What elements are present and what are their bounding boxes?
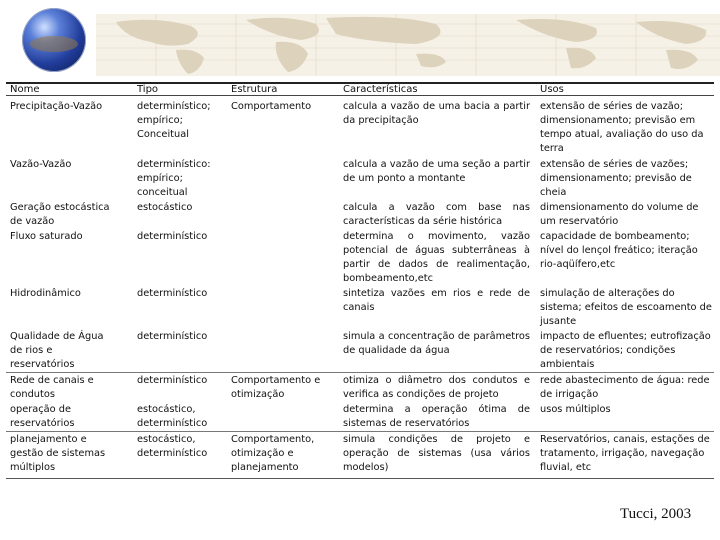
row-1-caracteristicas: calcula a vazão de uma seção a partir de um ponto a montante (343, 159, 530, 184)
row-3-usos: capacidade de bombeamento; nível do lençol freático; iteração rio-aqüífero,etc (540, 231, 698, 270)
row-8-nome: planejamento e gestão de sistemas múltiplos (10, 434, 106, 473)
header-estrutura: Estrutura (231, 84, 278, 95)
row-6-tipo: determinístico (137, 375, 208, 386)
row-7-tipo: estocástico, determinístico (137, 404, 208, 429)
row-2-nome: Geração estocástica de vazão (10, 202, 110, 227)
header-usos: Usos (540, 84, 564, 95)
row-1-nome: Vazão-Vazão (10, 159, 72, 170)
row-8-estrutura: Comportamento, otimização e planejamento (231, 434, 315, 473)
row-8-tipo: estocástico, determinístico (137, 434, 208, 459)
row-5-caracteristicas: simula a concentração de parâmetros de qualidade da água (343, 331, 530, 356)
row-4-usos: simulação de alterações do sistema; efeitos de escoamento de jusante (540, 288, 712, 327)
header-tipo: Tipo (137, 84, 159, 95)
row-7-caracteristicas: determina a operação ótima de sistemas de reservatórios (343, 404, 530, 429)
row-2-caracteristicas: calcula a vazão com base nas características da série histórica (343, 202, 530, 227)
row-0-nome: Precipitação-Vazão (10, 101, 103, 112)
row-5-nome: Qualidade de Água de rios e reservatórios (10, 331, 104, 370)
row-5-usos: impacto de efluentes; eutrofização de reservatórios; condições ambientais (540, 331, 711, 370)
row-0-estrutura: Comportamento (231, 101, 312, 112)
row-0-tipo: determinístico; empírico; Conceitual (137, 101, 211, 140)
row-8-caracteristicas: simula condições de projeto e operação de sistemas (usa vários modelos) (343, 434, 530, 473)
row-1-usos: extensão de séries de vazões; dimensionamento; previsão de cheia (540, 159, 692, 198)
row-3-nome: Fluxo saturado (10, 231, 83, 242)
row-divider (6, 372, 714, 373)
row-0-usos: extensão de séries de vazão; dimensionamento; previsão em tempo atual, avaliação do uso da terra (540, 101, 704, 154)
row-2-tipo: estocástico (137, 202, 193, 213)
header-caracteristicas: Características (343, 84, 418, 95)
row-3-tipo: determinístico (137, 231, 208, 242)
citation: Tucci, 2003 (620, 506, 692, 522)
row-7-usos: usos múltiplos (540, 404, 611, 415)
row-7-nome: operação de reservatórios (10, 404, 75, 429)
row-0-caracteristicas: calcula a vazão de uma bacia a partir da precipitação (343, 101, 530, 126)
table-bottom-rule (6, 478, 714, 479)
row-4-tipo: determinístico (137, 288, 208, 299)
row-4-nome: Hidrodinâmico (10, 288, 81, 299)
row-6-estrutura: Comportamento e otimização (231, 375, 321, 400)
row-4-caracteristicas: sintetiza vazões em rios e rede de canais (343, 288, 530, 313)
header-nome: Nome (10, 84, 40, 95)
row-5-tipo: determinístico (137, 331, 208, 342)
row-3-caracteristicas: determina o movimento, vazão potencial de águas subterrâneas à partir de dados de realimentação, bombeamento,etc (343, 231, 530, 284)
row-6-nome: Rede de canais e condutos (10, 375, 94, 400)
row-8-usos: Reservatórios, canais, estações de tratamento, irrigação, navegação fluvial, etc (540, 434, 710, 473)
row-divider (6, 431, 714, 432)
row-6-caracteristicas: otimiza o diâmetro dos condutos e verifica as condições de projeto (343, 375, 530, 400)
globe-icon (22, 8, 86, 72)
row-2-usos: dimensionamento do volume de um reservatório (540, 202, 699, 227)
world-map-banner (96, 14, 720, 76)
row-6-usos: rede abastecimento de água: rede de irrigação (540, 375, 710, 400)
row-1-tipo: determinístico: empírico; conceitual (137, 159, 211, 198)
